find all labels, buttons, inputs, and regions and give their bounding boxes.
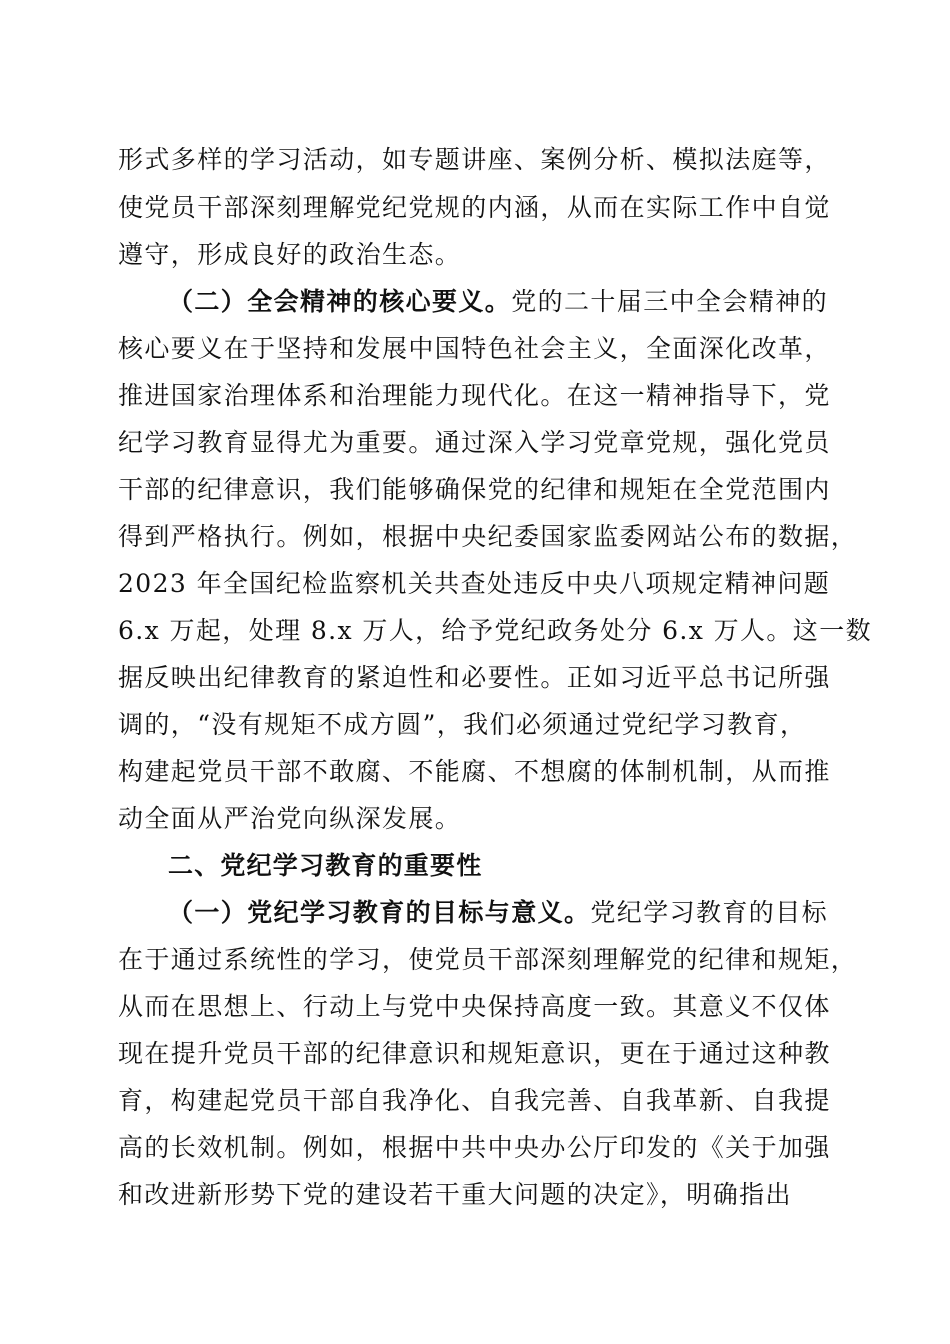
paragraph-line: 纪学习教育显得尤为重要。通过深入学习党章党规，强化党员 xyxy=(118,428,831,457)
paragraph-line: 在于通过系统性的学习，使党员干部深刻理解党的纪律和规矩， xyxy=(118,945,858,974)
section-first-line-text: 党的二十届三中全会精神的 xyxy=(511,287,829,316)
paragraph-line: 从而在思想上、行动上与党中央保持高度一致。其意义不仅体 xyxy=(118,992,831,1021)
paragraph-line: 形式多样的学习活动，如专题讲座、案例分析、模拟法庭等， xyxy=(118,145,831,174)
paragraph-line: 高的长效机制。例如，根据中共中央办公厅印发的《关于加强 xyxy=(118,1133,831,1162)
paragraph-line: 得到严格执行。例如，根据中央纪委国家监委网站公布的数据， xyxy=(118,522,858,551)
paragraph-line: 遵守，形成良好的政治生态。 xyxy=(118,240,462,269)
section-first-line xyxy=(168,284,838,320)
paragraph-line: 核心要义在于坚持和发展中国特色社会主义，全面深化改革， xyxy=(118,334,831,363)
paragraph-line: 现在提升党员干部的纪律意识和规矩意识，更在于通过这种教 xyxy=(118,1039,831,1068)
paragraph-line: 干部的纪律意识，我们能够确保党的纪律和规矩在全党范围内 xyxy=(118,475,831,504)
paragraph-line: 6.x 万起，处理 8.x 万人，给予党纪政务处分 6.x 万人。这一数 xyxy=(118,616,872,645)
paragraph-line: 据反映出纪律教育的紧迫性和必要性。正如习近平总书记所强 xyxy=(118,663,831,692)
paragraph-line: 育，构建起党员干部自我净化、自我完善、自我革新、自我提 xyxy=(118,1086,831,1115)
paragraph-line: 动全面从严治党向纵深发展。 xyxy=(118,804,462,833)
paragraph-line: 使党员干部深刻理解党纪党规的内涵，从而在实际工作中自觉 xyxy=(118,193,831,222)
section-first-line-text: 党纪学习教育的目标 xyxy=(590,898,829,927)
section-title: （一）党纪学习教育的目标与意义。 xyxy=(168,898,591,927)
section-heading: 二、党纪学习教育的重要性 xyxy=(168,851,483,880)
section-first-line xyxy=(168,895,838,931)
paragraph-line: 构建起党员干部不敢腐、不能腐、不想腐的体制机制，从而推 xyxy=(118,757,831,786)
paragraph-line: 和改进新形势下党的建设若干重大问题的决定》，明确指出 xyxy=(118,1180,792,1209)
paragraph-line: 2023 年全国纪检监察机关共查处违反中央八项规定精神问题 xyxy=(118,569,831,598)
section-title: （二）全会精神的核心要义。 xyxy=(168,287,512,316)
paragraph-line: 推进国家治理体系和治理能力现代化。在这一精神指导下，党 xyxy=(118,381,831,410)
paragraph-line: 调的，“没有规矩不成方圆”，我们必须通过党纪学习教育， xyxy=(118,710,807,739)
